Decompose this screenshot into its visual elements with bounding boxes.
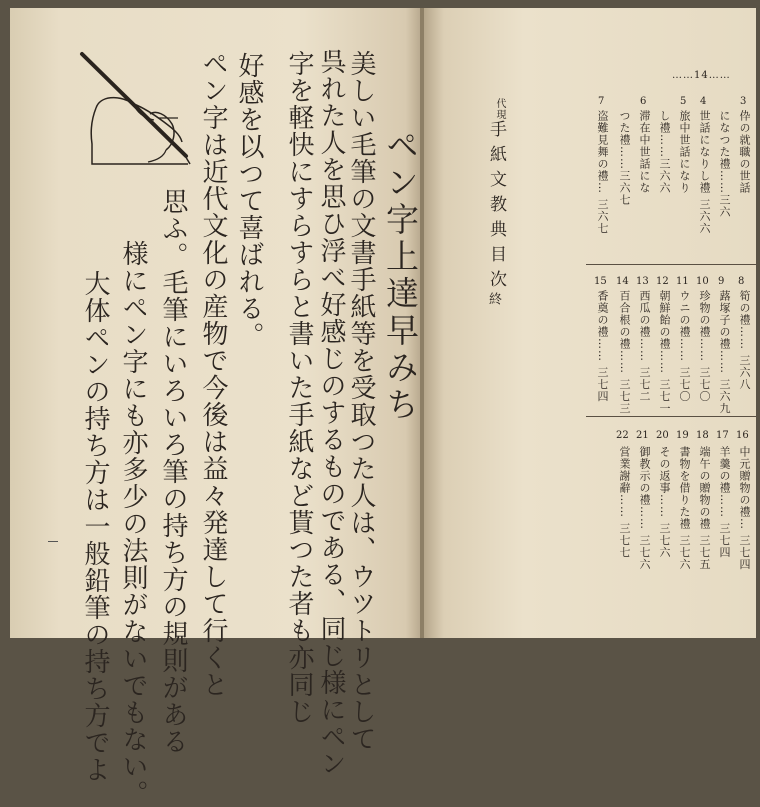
toc-entry: し禮……三六六 — [658, 110, 671, 194]
toc-entry: 滞在中世話にな — [638, 110, 651, 194]
entry-num-15: 15 — [594, 276, 607, 287]
toc-entry: 営業謝辭…… 三七七 — [618, 446, 631, 559]
entry-num-6: 6 — [640, 96, 647, 107]
entry-num-3: 3 — [740, 96, 747, 107]
toc-entry: 蕗塚子の禮…… 三六九 — [718, 290, 731, 415]
handwritten-line-8: 大体ペンの持ち方は一般鉛筆の持ち方でよ — [80, 270, 110, 783]
toc-entry: 端午の贈物の禮 三七五 — [698, 446, 711, 571]
toc-entry: 旅中世話になり — [678, 110, 691, 194]
toc-title-small: 代現 — [494, 98, 505, 120]
toc-entry: 伜の就職の世話 — [738, 110, 751, 194]
handwritten-line-7: 様にペン字にも亦多少の法則がないでもない。 — [118, 240, 148, 807]
entry-num-12: 12 — [656, 276, 669, 287]
entry-num-9: 9 — [718, 276, 725, 287]
handwritten-line-4: 好感を以つて喜ばれる。 — [234, 52, 264, 349]
toc-entry: 盗難見舞の禮… 三六七 — [596, 110, 609, 235]
entry-num-19: 19 — [676, 430, 689, 441]
handwritten-title: ペン字上達早みち — [381, 128, 420, 424]
toc-entry: 羊羹の禮…… 三七四 — [718, 446, 731, 559]
handwritten-line-3: 字を軽快にすらすらと書いた手紙など貰つた者も亦同じ — [284, 50, 314, 725]
entry-num-7: 7 — [598, 96, 605, 107]
toc-entry: 筍の禮…… 三六八 — [738, 290, 751, 391]
toc-title: 手紙文教典目次 — [486, 120, 506, 295]
handwritten-line-6: 思ふ。毛筆にいろいろ筆の持ち方の規則がある — [158, 188, 188, 755]
entry-num-17: 17 — [716, 430, 729, 441]
toc-entry: 朝鮮飴の禮…… 三七一 — [658, 290, 671, 415]
toc-entry: 書物を借りた禮 三七六 — [678, 446, 691, 571]
entry-num-4: 4 — [700, 96, 707, 107]
handwritten-line-2: 呉れた人を思ひ浮べ好感じのするものである、同じ様にペン — [316, 48, 346, 777]
toc-entry: 百合根の禮…… 三七三 — [618, 290, 631, 415]
entry-num-11: 11 — [676, 276, 689, 287]
toc-entry: 世話になりし禮 三六六 — [698, 110, 711, 235]
entry-num-13: 13 — [636, 276, 649, 287]
entry-num-18: 18 — [696, 430, 709, 441]
toc-title-end: 終 — [486, 292, 501, 313]
entry-num-14: 14 — [616, 276, 629, 287]
toc-entry: 香奠の禮…… 三七四 — [596, 290, 609, 403]
entry-num-8: 8 — [738, 276, 745, 287]
entry-num-16: 16 — [736, 430, 749, 441]
pen-holding-hand-illustration — [78, 48, 198, 178]
toc-entry: 中元贈物の禮… 三七四 — [738, 446, 751, 571]
toc-rule — [586, 416, 756, 417]
handwritten-line-5: ペン字は近代文化の産物で今後は益々発達して行くと — [198, 50, 228, 698]
toc-entry: になつた禮……三六 — [718, 110, 731, 218]
page-number: ……14…… — [672, 70, 731, 81]
toc-entry: 珍物の禮…… 三七〇 — [698, 290, 711, 403]
toc-entry: その返事…… 三七六 — [658, 446, 671, 559]
margin-dash — [48, 541, 58, 542]
toc-rule — [586, 264, 756, 265]
entry-num-10: 10 — [696, 276, 709, 287]
toc-entry: つた禮……三六七 — [618, 110, 631, 206]
toc-entry: 御教示の禮…… 三七六 — [638, 446, 651, 571]
entry-num-22: 22 — [616, 430, 629, 441]
entry-num-20: 20 — [656, 430, 669, 441]
entry-num-5: 5 — [680, 96, 687, 107]
toc-entry: 西瓜の禮…… 三七二 — [638, 290, 651, 403]
handwritten-line-1: 美しい毛筆の文書手紙等を受取つた人は、ウツトリとして — [346, 50, 376, 752]
toc-entry: ウニの禮…… 三七〇 — [678, 290, 691, 403]
entry-num-21: 21 — [636, 430, 649, 441]
